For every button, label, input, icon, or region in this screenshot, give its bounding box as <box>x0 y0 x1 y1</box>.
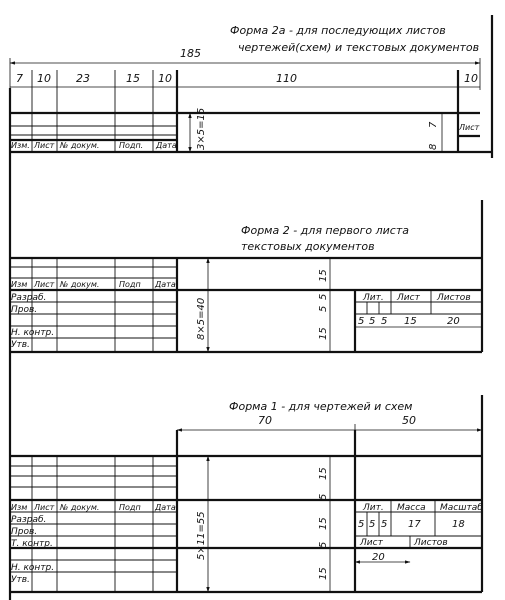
form-2a-header-doc: № докум. <box>60 141 100 150</box>
form-2-header-doc: № докум. <box>60 280 100 289</box>
form-1-lit-dim-3: 5 <box>381 519 388 530</box>
form-1-vdim-5b: 5 <box>318 541 329 548</box>
dim-10b: 10 <box>158 72 172 85</box>
form-1-lit-dim-1: 5 <box>358 519 365 530</box>
form-1-header-izm: Изм <box>11 503 28 512</box>
form-1-title: Форма 1 - для чертежей и схем <box>229 400 413 413</box>
form-2-vdim-15a: 15 <box>318 269 329 282</box>
form-2-row-utv: Утв. <box>11 340 30 350</box>
form-2-bottom-dim-20: 20 <box>447 316 460 327</box>
form-1-lit-dim-2: 5 <box>369 519 376 530</box>
form-2-title-line1: Форма 2 - для первого листа <box>241 224 409 237</box>
form-1-header-list: Лист <box>34 503 55 512</box>
form-1-col-lit: Лит. <box>363 503 384 513</box>
form-2a-sheet-label: Лист <box>459 123 480 132</box>
form-1-width-70: 70 <box>258 414 272 427</box>
form-1-bottom-dim-20: 20 <box>372 552 385 563</box>
form-1-row-razrab: Разраб. <box>11 515 47 525</box>
form-2-title-line2: текстовых документов <box>241 240 375 253</box>
dim-110: 110 <box>276 72 297 85</box>
form-2a-dim-8: 8 <box>428 143 439 150</box>
form-2-col-lit: Лит. <box>363 293 384 303</box>
form-1-col-mass: Масса <box>397 503 426 513</box>
form-2a-row-dim: 3×5=15 <box>196 107 207 150</box>
dim-10a: 10 <box>37 72 51 85</box>
form-2-vdim-5a: 5 <box>318 293 329 300</box>
form-1 <box>10 395 483 592</box>
form-1-height-dim: 5×11=55 <box>196 511 207 560</box>
dim-10c: 10 <box>464 72 478 85</box>
dim-15: 15 <box>126 72 140 85</box>
form-1-width-50: 50 <box>402 414 416 427</box>
form-1-vdim-15a: 15 <box>318 467 329 480</box>
form-1-sheet-label: Лист <box>360 538 383 548</box>
form-1-header-sign: Подп <box>119 503 141 512</box>
form-1-row-nkontr: Н. контр. <box>11 563 55 573</box>
form-2-lit-dim-2: 5 <box>369 316 376 327</box>
form-1-mass-dim-17: 17 <box>408 519 421 530</box>
dim-23: 23 <box>76 72 90 85</box>
form-2-bottom-dim-15: 15 <box>404 316 417 327</box>
form-1-row-prov: Пров. <box>11 527 38 537</box>
form-2a-dim-7: 7 <box>428 121 439 128</box>
form-2-row-prov: Пров. <box>11 305 38 315</box>
form-1-col-scale: Масштаб <box>440 503 483 513</box>
form-2-height-dim: 8×5=40 <box>196 297 207 340</box>
form-2-col-list: Лист <box>397 293 420 303</box>
form-1-vdim-5a: 5 <box>318 493 329 500</box>
form-2a-header-sign: Подп. <box>119 141 144 150</box>
form-2a-title-line1: Форма 2а - для последующих листов <box>230 24 446 37</box>
form-2-vdim-5b: 5 <box>318 305 329 312</box>
form-1-row-tkontr: Т. контр. <box>11 539 53 549</box>
form-1-scale-dim-18: 18 <box>452 519 465 530</box>
form-2-vdim-15b: 15 <box>318 327 329 340</box>
form-2-row-nkontr: Н. контр. <box>11 328 55 338</box>
form-2-header-list: Лист <box>34 280 55 289</box>
form-2 <box>10 200 482 352</box>
dim-7: 7 <box>16 72 23 85</box>
form-2-row-razrab: Разраб. <box>11 293 47 303</box>
form-1-sheets-label: Листов <box>414 538 448 548</box>
form-2-header-sign: Подп <box>119 280 141 289</box>
dim-185: 185 <box>180 47 201 60</box>
form-2-header-izm: Изм <box>11 280 28 289</box>
form-1-vdim-15c: 15 <box>318 567 329 580</box>
form-1-row-utv: Утв. <box>11 575 30 585</box>
form-2a-title-line2: чертежей(схем) и текстовых документов <box>238 41 480 54</box>
form-2a-header-izm: Изм. <box>11 141 30 150</box>
form-2-lit-dim-3: 5 <box>381 316 388 327</box>
form-2-header-date: Дата <box>155 280 176 289</box>
form-2a-header-list: Лист <box>34 141 55 150</box>
form-1-header-doc: № докум. <box>60 503 100 512</box>
form-2-lit-dim-1: 5 <box>358 316 365 327</box>
form-1-header-date: Дата <box>155 503 176 512</box>
form-2-col-listov: Листов <box>437 293 471 303</box>
form-1-vdim-15b: 15 <box>318 517 329 530</box>
form-2a-header-date: Дата <box>156 141 177 150</box>
